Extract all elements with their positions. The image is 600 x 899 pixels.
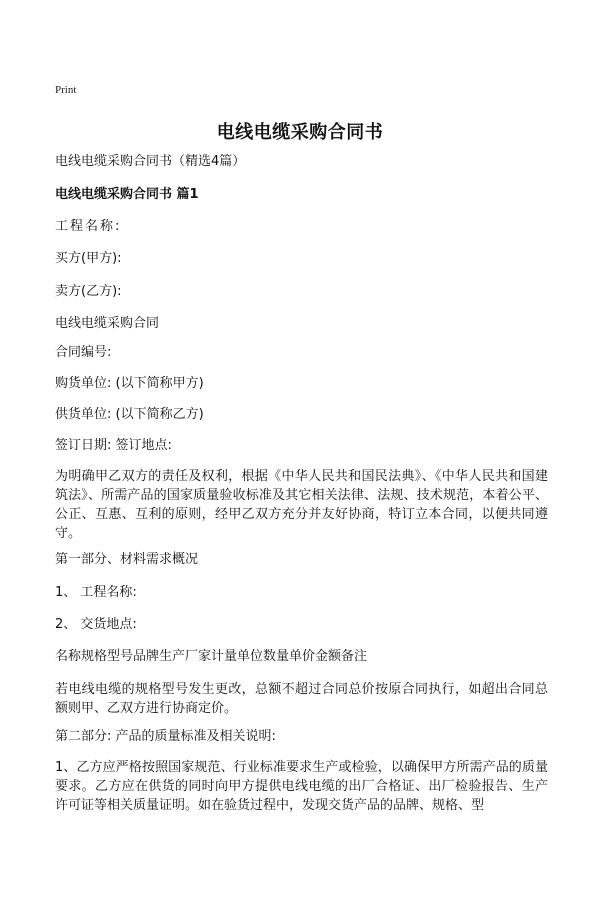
- buyer-line: 买方(甲方):: [55, 251, 122, 266]
- material-table-header: 名称规格型号品牌生产厂家计量单位数量单价金额备注: [55, 649, 368, 664]
- change-paragraph: 若电线电缆的规格型号发生更改，总额不超过合同总价按原合同执行，如超出合同总额则甲、乙双方进行协商定价。: [55, 682, 548, 716]
- purchaser-unit-line: 购货单位: (以下简称甲方): [55, 376, 204, 391]
- project-name-line: 工程名称:: [55, 219, 122, 234]
- item-project-name: 1、 工程名称:: [55, 585, 137, 600]
- seller-line: 卖方(乙方):: [55, 284, 122, 299]
- intro-paragraph: 为明确甲乙双方的责任及权利，根据《中华人民共和国民法典》、《中华人民共和国建筑法》、所需产品的国家质量验收标准及其它相关法律、法规、技术规范，本着公平、公正、互惠、互利的原则，经甲乙双方充分并友好协商，特订立本合同，以便共同遵守。: [55, 469, 548, 541]
- item-delivery-location: 2、 交货地点:: [55, 617, 137, 632]
- quality-paragraph: 1、乙方应严格按照国家规范、行业标准要求生产或检验，以确保甲方所需产品的质量要求。乙方应在供货的同时向甲方提供电线电缆的出厂合格证、出厂检验报告、生产许可证等相关质量证明。如在验货过程中，发现交货产品的品牌、规格、型: [55, 760, 548, 813]
- contract-name-line: 电线电缆采购合同: [55, 316, 160, 331]
- supplier-unit-line: 供货单位: (以下简称乙方): [55, 407, 204, 422]
- contract-number-line: 合同编号:: [55, 345, 112, 360]
- sign-date-place-line: 签订日期: 签订地点:: [55, 438, 172, 453]
- part-two-heading: 第二部分: 产品的质量标准及相关说明:: [55, 729, 276, 744]
- document-title: 电线电缆采购合同书: [216, 122, 384, 143]
- section-heading: 电线电缆采购合同书 篇1: [55, 187, 199, 202]
- document-subtitle: 电线电缆采购合同书（精选4篇）: [55, 154, 246, 169]
- print-label: Print: [55, 84, 77, 96]
- part-one-heading: 第一部分、材料需求概况: [55, 552, 199, 567]
